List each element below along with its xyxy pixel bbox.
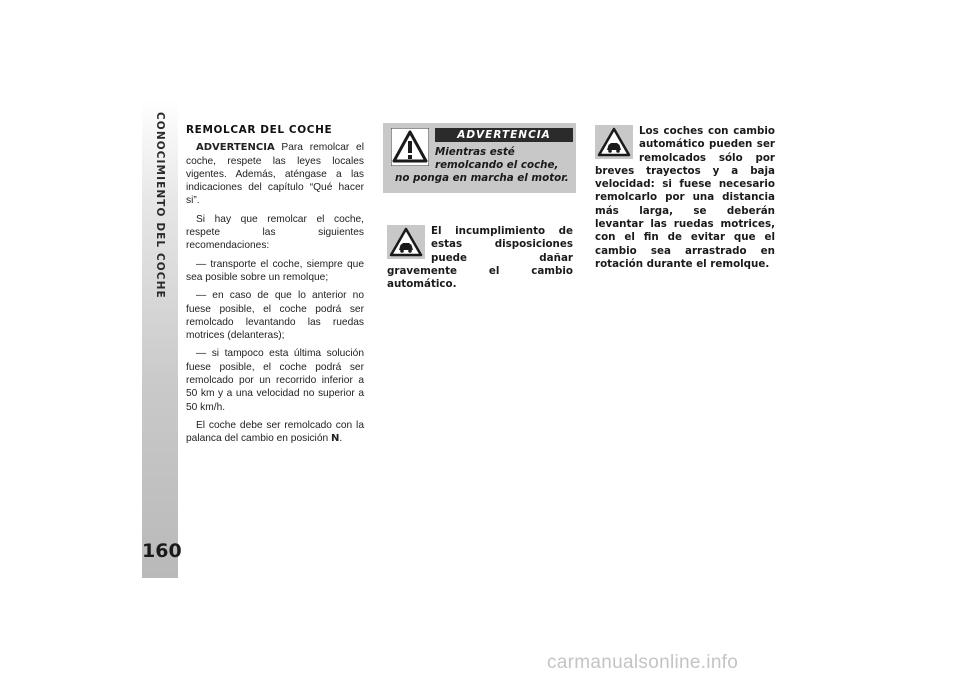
warning-text: Para remolcar el coche, respete las leyes locales vigentes. Además, aténgase a las indicaciones del capítulo “Qué hacer si”. bbox=[186, 142, 364, 207]
section-title-text: CONOCIMIENTO DEL COCHE bbox=[154, 112, 166, 299]
car-warning-icon bbox=[387, 225, 425, 259]
warning-box-text-wrap bbox=[395, 146, 573, 185]
paragraph-5: — si tampoco esta última solución fuese posible, el coche podrá ser remolcado por un recorrido inferior a 50 km y a una velocidad no superior a 50 km/h. bbox=[186, 348, 364, 413]
page-number: 160 bbox=[142, 540, 182, 562]
paragraph-6-end: . bbox=[339, 433, 343, 445]
paragraph-6-text: El coche debe ser remolcado con la palanca del cambio en posición bbox=[186, 419, 364, 445]
note1-text: El incumplimiento de estas disposiciones puede dañar gravemente el cambio automático. bbox=[387, 225, 573, 291]
text-column-left bbox=[186, 124, 364, 451]
paragraph-warning bbox=[186, 141, 364, 207]
paragraph-4: — en caso de que lo anterior no fuese posible, el coche podrá ser remolcado levantando las ruedas motrices (delanteras); bbox=[186, 290, 364, 342]
paragraph-3: — transporte el coche, siempre que sea posible sobre un remolque; bbox=[186, 258, 364, 283]
paragraph-2: Si hay que remolcar el coche, respete las siguientes recomendaciones: bbox=[186, 213, 364, 252]
note-automatic-gearbox-damage bbox=[387, 225, 573, 291]
warning-banner: ADVERTENCIA bbox=[435, 128, 573, 142]
note-automatic-towing bbox=[595, 125, 775, 271]
warning-label: ADVERTENCIA bbox=[196, 142, 275, 154]
note2-text: Los coches con cambio automático pueden ser remolcados sólo por breves trayectos y a baja velocidad: si fuese necesario remolcarlo por una distancia más larga, se deberán levantar las ruedas motrices, con el fin de evitar que el cambio sea arrastrado en rotación durante el remolque. bbox=[595, 125, 775, 270]
watermark: carmanualsonline.info bbox=[547, 652, 739, 673]
section-title-vertical bbox=[152, 112, 168, 332]
warning-box-text: Mientras esté remolcando el coche, no ponga en marcha el motor. bbox=[395, 146, 569, 184]
section-heading: REMOLCAR DEL COCHE bbox=[186, 124, 333, 136]
warning-box bbox=[383, 123, 576, 193]
car-warning-icon bbox=[595, 125, 633, 159]
paragraph-6 bbox=[186, 419, 364, 446]
gear-letter: N bbox=[330, 433, 340, 445]
